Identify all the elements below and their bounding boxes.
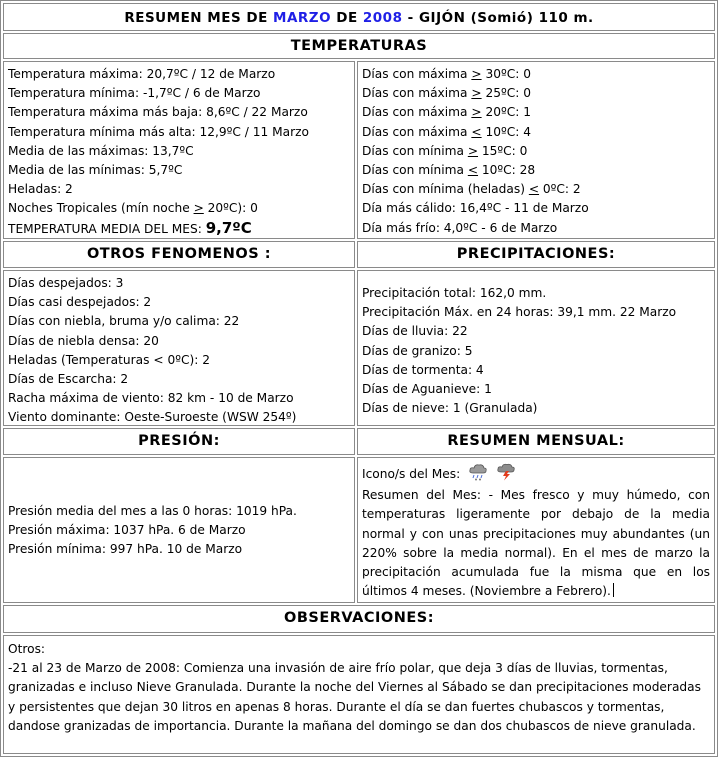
precip-panel [357, 270, 715, 426]
title-year: 2008 [362, 10, 403, 26]
observaciones-header [3, 605, 715, 633]
otros-line: Días despejados: 3 [8, 276, 124, 290]
precip-line: Días de nieve: 1 (Granulada) [362, 401, 538, 416]
precip-line: Precipitación Máx. en 24 horas: 39,1 mm. 22 Marzo [362, 305, 677, 320]
observaciones-text: -21 al 23 de Marzo de 2008: Comienza una invasión de aire frío polar, que deja 3 días de lluvias, tormentas, granizadas e incluso Nieve Granulada. Durante la noche del Viernes al Sábado se dan precipitaciones moderadas y persistentes que dejan 30 litros en apenas 8 horas. Durante el día se dan fuertes chubascos y tormentas, dandose granizadas de importancia. Durante la mañana del domingo se dan dos chubascos de nieve granulada. [8, 661, 701, 733]
otros-line: Días con niebla, bruma y/o calima: 22 [8, 314, 240, 329]
icons-row [362, 463, 710, 484]
resumen-body: - Mes fresco y muy húmedo, con temperaturas ligeramente por debajo de la media normal y con unas precipitaciones muy abundantes (un 220% sobre la media normal). En el mes de marzo la precipitación acumulada fue la misma que en los últimos 4 meses. (Noviembre a Febrero). [362, 488, 710, 599]
temperaturas-title: TEMPERATURAS [290, 38, 428, 54]
title-mid: DE [331, 10, 363, 26]
otros-line: Viento dominante: Oeste-Suroeste (WSW 254º) [8, 410, 297, 425]
otros-header [3, 241, 355, 268]
temperatura-line: Temperatura mínima más alta: 12,9ºC / 11 Marzo [8, 124, 310, 139]
observaciones-title: OBSERVACIONES: [284, 610, 434, 626]
dias-temperatura-line: Días con mínima (heladas) < 0ºC: 2 [362, 182, 581, 197]
otros-panel [3, 270, 355, 426]
observaciones-panel [3, 635, 715, 754]
precip-header [357, 241, 715, 268]
precip-line: Días de granizo: 5 [362, 343, 473, 358]
resumen-title: RESUMEN MENSUAL: [447, 433, 625, 449]
otros-title: OTROS FENOMENOS : [86, 246, 272, 262]
precip-title: PRECIPITACIONES: [456, 246, 616, 262]
otros-line: Días de niebla densa: 20 [8, 333, 159, 348]
temperatura-line: Temperatura máxima más baja: 8,6ºC / 22 Marzo [8, 105, 308, 120]
dias-temperatura-line: Días con máxima < 10ºC: 4 [362, 124, 531, 139]
temperatura-media-value: 9,7ºC [205, 218, 252, 237]
title-pre: RESUMEN MES DE [124, 10, 274, 26]
dias-temperatura-line: Día más cálido: 16,4ºC - 11 de Marzo [362, 201, 589, 216]
precip-line: Días de lluvia: 22 [362, 324, 468, 339]
thunderstorm-icon [496, 463, 516, 481]
temperatura-line: Media de las mínimas: 5,7ºC [8, 163, 183, 178]
dias-temperatura-line: Días con máxima > 25ºC: 0 [362, 86, 531, 101]
precip-line: Días de Aguanieve: 1 [362, 382, 492, 397]
observaciones-label: Otros: [8, 642, 46, 656]
dias-temperatura-line: Día más frío: 4,0ºC - 6 de Marzo [362, 220, 558, 235]
temperatura-media: TEMPERATURA MEDIA DEL MES: 9,7ºC [8, 218, 252, 237]
presion-line: Presión máxima: 1037 hPa. 6 de Marzo [8, 523, 246, 538]
temperaturas-left-panel [3, 61, 355, 239]
otros-line: Días de Escarcha: 2 [8, 372, 129, 387]
title-post: - GIJÓN (Somió) 110 m. [402, 10, 594, 26]
presion-panel [3, 457, 355, 603]
presion-header [3, 428, 355, 455]
text-cursor [613, 583, 614, 597]
otros-line: Heladas (Temperaturas < 0ºC): 2 [8, 352, 210, 367]
temperaturas-header [3, 33, 715, 59]
dias-temperatura-line: Días con máxima > 20ºC: 1 [362, 105, 531, 120]
dias-temperatura-line: Días con mínima < 10ºC: 28 [362, 163, 536, 178]
dias-temperatura-line: Días con mínima > 15ºC: 0 [362, 143, 528, 158]
precip-line: Precipitación total: 162,0 mm. [362, 286, 547, 300]
otros-line: Días casi despejados: 2 [8, 295, 152, 310]
temperatura-line: Temperatura máxima: 20,7ºC / 12 de Marzo [8, 67, 276, 81]
temperatura-line: Heladas: 2 [8, 182, 73, 197]
presion-line: Presión media del mes a las 0 horas: 1019 hPa. [8, 504, 297, 518]
title-month: MARZO [273, 10, 332, 26]
otros-line: Racha máxima de viento: 82 km - 10 de Marzo [8, 391, 294, 406]
noches-tropicales: Noches Tropicales (mín noche > 20ºC): 0 [8, 201, 258, 216]
presion-line: Presión mínima: 997 hPa. 10 de Marzo [8, 542, 243, 557]
resumen-header [357, 428, 715, 455]
dias-temperatura-line: Días con máxima > 30ºC: 0 [362, 67, 531, 81]
temperatura-line: Media de las máximas: 13,7ºC [8, 143, 194, 158]
temperaturas-right-panel [357, 61, 715, 239]
hail-cloud-icon [468, 463, 488, 481]
report-title [3, 3, 715, 31]
icons-label: Icono/s del Mes: [362, 467, 461, 481]
temperatura-line: Temperatura mínima: -1,7ºC / 6 de Marzo [8, 86, 261, 101]
precip-line: Días de tormenta: 4 [362, 362, 484, 377]
resumen-label: Resumen del Mes: [362, 488, 489, 503]
resumen-text [362, 486, 710, 601]
resumen-panel [357, 457, 715, 603]
presion-title: PRESIÓN: [138, 433, 220, 449]
